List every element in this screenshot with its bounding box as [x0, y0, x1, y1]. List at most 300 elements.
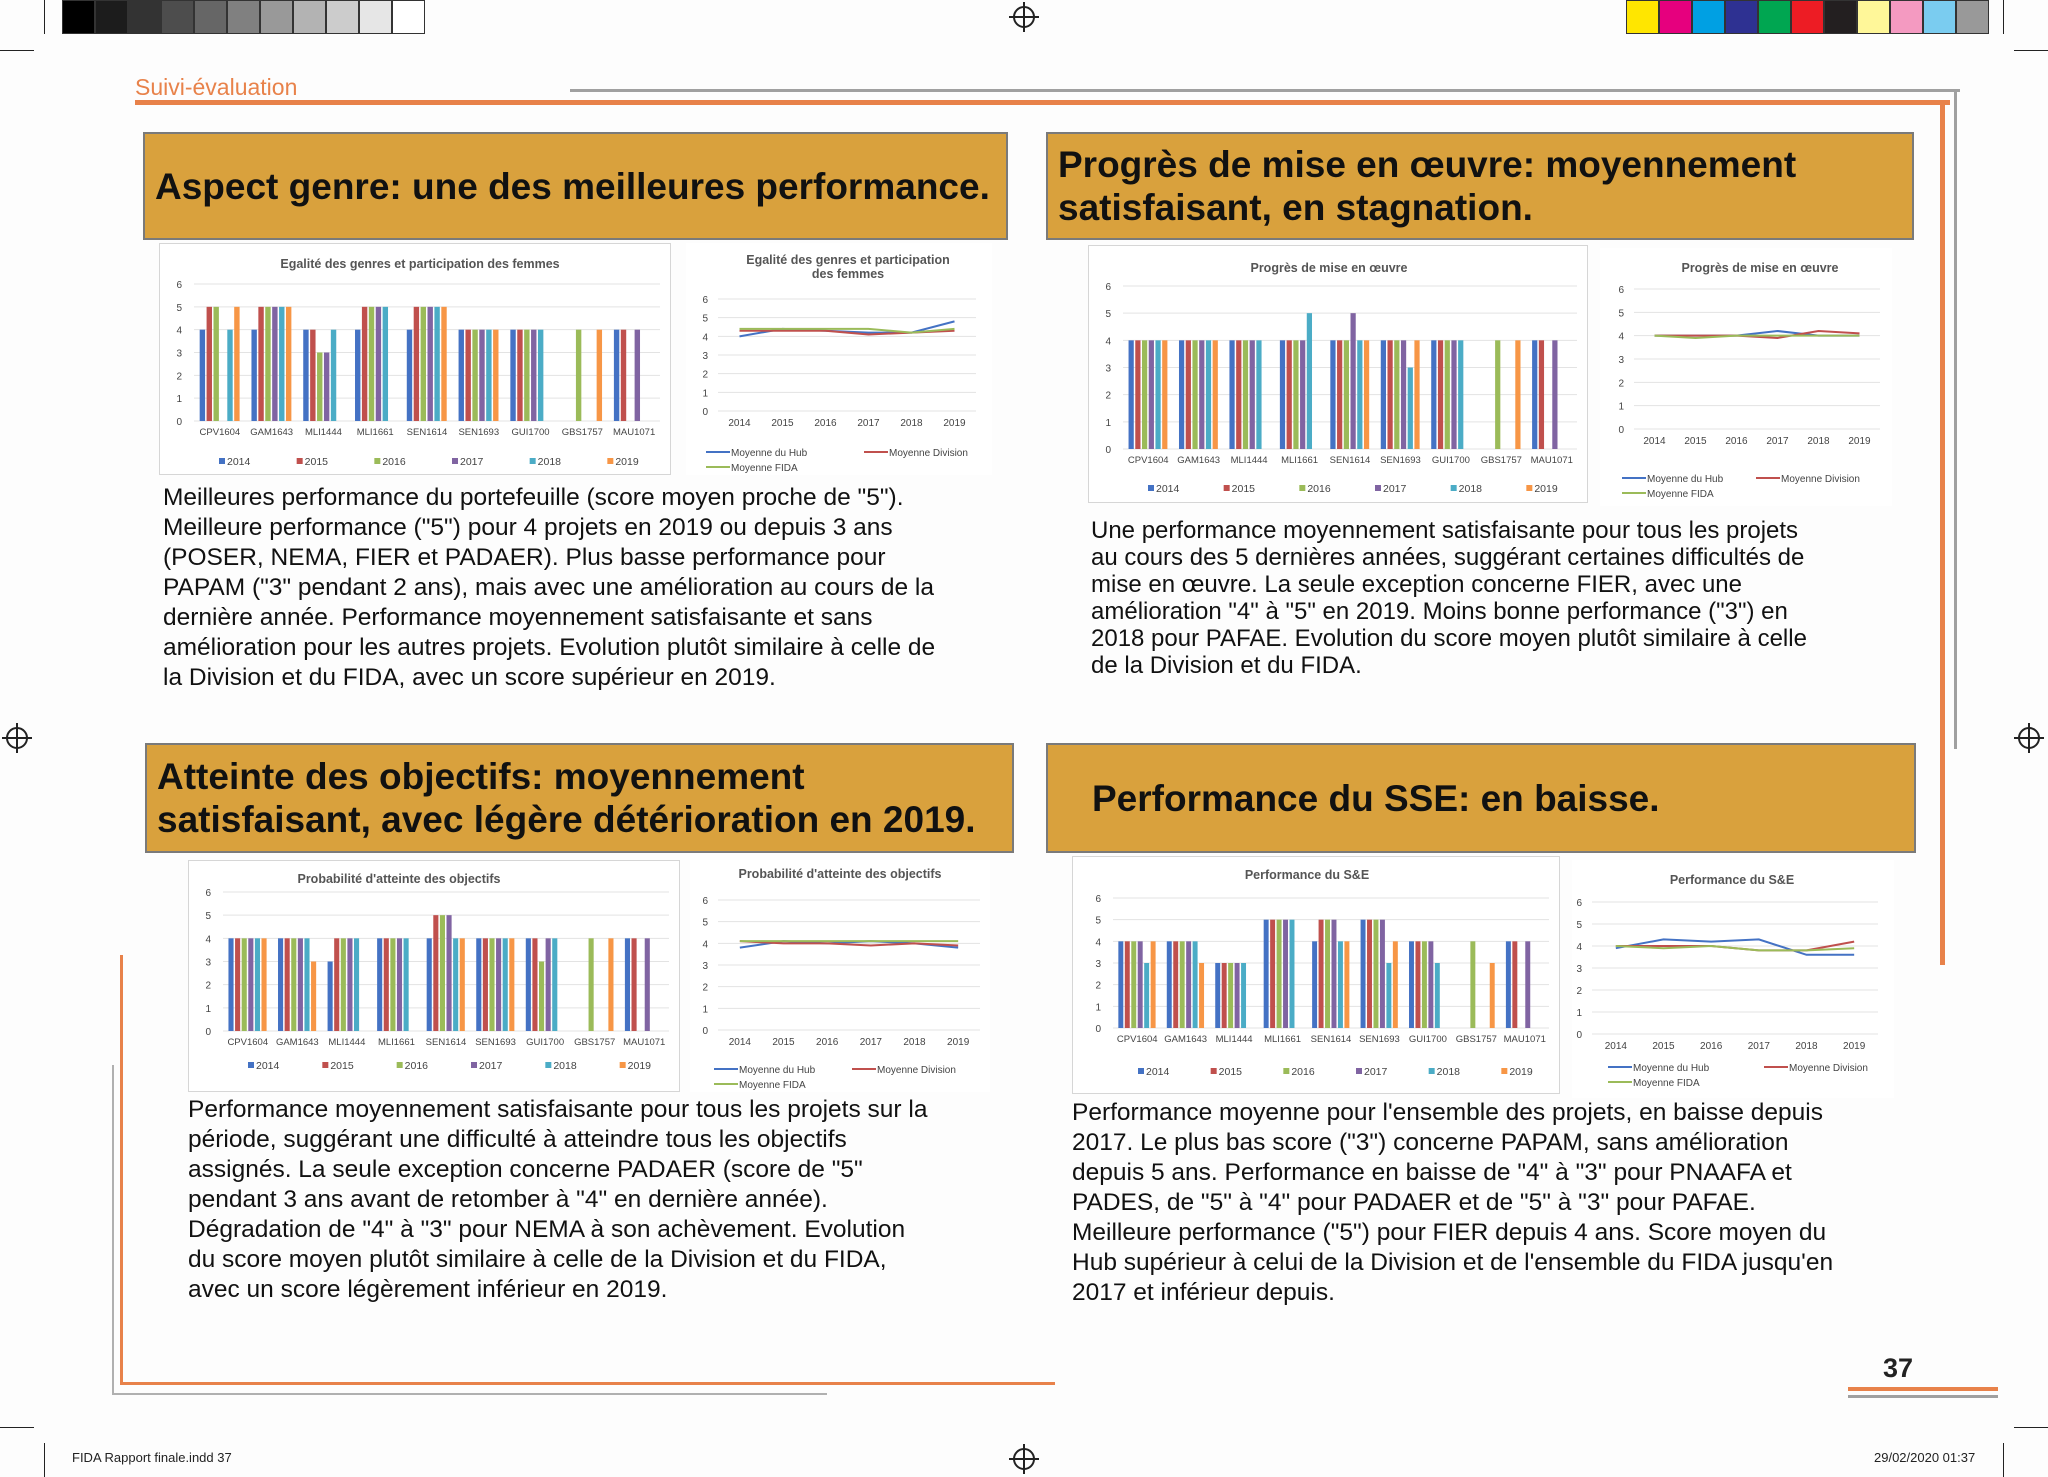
legend-label: Moyenne FIDA — [1647, 489, 1714, 500]
legend-label: 2016 — [382, 456, 406, 468]
x-tick-label: 2017 — [1766, 436, 1789, 447]
x-tick-label: 2015 — [1684, 436, 1707, 447]
bar — [286, 307, 291, 421]
bar — [200, 330, 205, 421]
x-tick-label: GUI1700 — [511, 427, 550, 438]
crop-mark — [2003, 0, 2004, 34]
bar — [597, 330, 602, 421]
legend-swatch — [1356, 1068, 1362, 1074]
bar — [235, 938, 240, 1031]
line-chart-svg — [1600, 248, 1892, 506]
x-tick-label: MLI1444 — [1215, 1034, 1253, 1045]
bar — [526, 938, 531, 1031]
y-tick-label: 5 — [702, 313, 708, 325]
legend-label: 2015 — [1231, 483, 1256, 495]
bar — [1155, 340, 1160, 449]
bar — [1401, 340, 1406, 449]
legend-label: 2016 — [1291, 1066, 1315, 1078]
legend-label: Moyenne du Hub — [731, 448, 808, 459]
bar — [635, 330, 640, 421]
bar — [489, 938, 494, 1031]
x-tick-label: CPV1604 — [1127, 455, 1169, 466]
y-tick-label: 5 — [1618, 308, 1624, 320]
y-tick-label: 5 — [1105, 309, 1111, 321]
bar — [531, 330, 536, 421]
y-tick-label: 3 — [176, 348, 182, 360]
legend-label: 2014 — [227, 456, 251, 468]
bar — [1451, 340, 1456, 449]
bar — [1552, 340, 1557, 449]
bar — [1125, 941, 1130, 1028]
legend-label: Moyenne FIDA — [1633, 1078, 1700, 1089]
frame-accent-rule — [120, 955, 123, 1385]
bar — [1367, 920, 1372, 1028]
color-swatch — [1758, 0, 1791, 34]
text-line: Dégradation de "4" à "3" pour NEMA à son achèvement. Evolution — [188, 1216, 906, 1243]
gray-swatch — [161, 0, 194, 34]
x-tick-label: 2016 — [1700, 1041, 1723, 1052]
x-tick-label: GAM1643 — [275, 1037, 319, 1048]
color-swatch — [1791, 0, 1824, 34]
legend-label: Moyenne Division — [1789, 1063, 1868, 1074]
bar — [1149, 340, 1154, 449]
legend-label: 2018 — [537, 456, 562, 468]
line-chart — [686, 243, 992, 475]
bar — [1312, 941, 1317, 1028]
bar — [383, 307, 388, 421]
bar — [291, 938, 296, 1031]
x-tick-label: GUI1700 — [1431, 455, 1470, 466]
x-tick-label: 2014 — [1643, 436, 1666, 447]
legend-label: Moyenne Division — [877, 1065, 956, 1076]
bar — [228, 938, 233, 1031]
legend-swatch — [452, 458, 458, 464]
text-line: avec un score légèrement inférieur en 2019. — [188, 1276, 668, 1303]
legend-label: 2015 — [330, 1060, 354, 1072]
panel-heading — [1046, 743, 1916, 853]
header-accent-rule — [135, 100, 1950, 105]
legend-label: 2015 — [1218, 1066, 1243, 1078]
x-tick-label: MLI1661 — [356, 427, 394, 438]
x-tick-label: 2015 — [1652, 1041, 1675, 1052]
y-tick-label: 2 — [1095, 980, 1101, 992]
bar — [1186, 941, 1191, 1028]
legend-label: Moyenne FIDA — [739, 1080, 806, 1091]
gray-swatch — [260, 0, 293, 34]
legend-label: 2016 — [404, 1060, 429, 1072]
text-line: 2017. Le plus bas score ("3") concerne PAPAM, sans amélioration — [1072, 1129, 1789, 1156]
bar — [1213, 340, 1218, 449]
bar — [1129, 340, 1134, 449]
legend-swatch — [1211, 1068, 1217, 1074]
legend-label: 2016 — [1307, 483, 1331, 495]
x-tick-label: MLI1444 — [328, 1037, 366, 1048]
legend-swatch — [248, 1062, 254, 1068]
bar — [369, 307, 374, 421]
bar — [1532, 340, 1537, 449]
y-tick-label: 3 — [1105, 363, 1111, 375]
bar — [213, 307, 218, 421]
bar — [279, 307, 284, 421]
x-tick-label: GBS1757 — [1455, 1034, 1497, 1045]
bar — [261, 938, 266, 1031]
x-tick-label: MLI1444 — [1230, 455, 1268, 466]
bar — [341, 938, 346, 1031]
text-line: (POSER, NEMA, FIER et PADAER). Plus basse performance pour — [163, 544, 886, 571]
legend-label: 2017 — [460, 456, 484, 468]
header-rule — [570, 89, 1960, 92]
bar — [440, 915, 445, 1031]
y-tick-label: 1 — [1576, 1008, 1582, 1019]
bar — [447, 915, 452, 1031]
bar — [1319, 920, 1324, 1028]
y-tick-label: 5 — [176, 302, 182, 314]
bar — [390, 938, 395, 1031]
bar — [1539, 340, 1544, 449]
y-tick-label: 2 — [205, 980, 211, 992]
color-swatch — [1626, 0, 1659, 34]
registration-mark-icon — [2018, 727, 2040, 749]
legend-label: 2019 — [1509, 1066, 1533, 1078]
y-tick-label: 0 — [1576, 1030, 1582, 1041]
x-tick-label: 2019 — [943, 418, 966, 429]
x-tick-label: MAU1071 — [623, 1037, 666, 1048]
x-tick-label: GAM1643 — [250, 427, 294, 438]
x-tick-label: MAU1071 — [612, 427, 656, 438]
y-tick-label: 4 — [176, 325, 182, 337]
chart-title: Probabilité d'atteinte des objectifs — [297, 872, 501, 886]
bar — [1458, 340, 1463, 449]
bar — [453, 938, 458, 1031]
text-line: PAPAM ("3" pendant 2 ans), mais avec une amélioration au cours de la — [163, 574, 934, 601]
bar — [258, 307, 263, 421]
bar — [234, 307, 239, 421]
x-tick-label: 2015 — [771, 418, 794, 429]
bar — [476, 938, 481, 1031]
legend-label: Moyenne du Hub — [1647, 474, 1724, 485]
legend-swatch — [322, 1062, 328, 1068]
bar-chart-svg — [1073, 857, 1559, 1093]
y-tick-label: 4 — [205, 934, 211, 946]
x-tick-label: 2018 — [900, 418, 923, 429]
bar — [1387, 340, 1392, 449]
bar — [1428, 941, 1433, 1028]
chart-title: Progrès de mise en œuvre — [1250, 261, 1408, 275]
panel-heading — [1046, 132, 1914, 240]
chart-title: Probabilité d'atteinte des objectifs — [738, 867, 942, 881]
text-line: Meilleure performance ("5") pour 4 projets en 2019 ou depuis 3 ans — [163, 514, 893, 541]
x-tick-label: CPV1604 — [227, 1037, 269, 1048]
bar — [376, 307, 381, 421]
text-line: de la Division et du FIDA. — [1091, 652, 1362, 679]
bar-chart-svg — [189, 861, 679, 1091]
line-chart — [1572, 860, 1894, 1098]
bar — [1142, 340, 1147, 449]
text-line: dernière année. Performance moyennement satisfaisante et sans — [163, 604, 873, 631]
crop-mark — [44, 1443, 45, 1477]
bar — [328, 962, 333, 1032]
chart-title: Egalité des genres et participation — [746, 253, 950, 267]
bar — [1179, 340, 1184, 449]
bar — [1144, 963, 1149, 1028]
legend-label: 2019 — [615, 456, 639, 468]
x-tick-label: 2019 — [947, 1037, 970, 1048]
bar — [539, 962, 544, 1032]
page-number: 37 — [1883, 1353, 1914, 1383]
bar — [1264, 920, 1269, 1028]
bar-chart-svg — [1089, 246, 1587, 502]
x-tick-label: GBS1757 — [1480, 455, 1522, 466]
bar — [1118, 941, 1123, 1028]
color-swatch — [1923, 0, 1956, 34]
bar — [1381, 340, 1386, 449]
line-chart — [690, 860, 990, 1092]
heading-line: satisfaisant, avec légère détérioration en 2019. — [157, 799, 976, 840]
text-line: au cours des 5 dernières années, suggérant certaines difficultés de — [1091, 544, 1805, 571]
y-tick-label: 0 — [205, 1027, 211, 1038]
bar — [1243, 340, 1248, 449]
section-label: Suivi-évaluation — [135, 74, 298, 100]
y-tick-label: 2 — [1105, 390, 1111, 402]
bar — [355, 330, 360, 421]
y-tick-label: 2 — [1618, 378, 1624, 390]
bar — [479, 330, 484, 421]
x-tick-label: MLI1661 — [377, 1037, 415, 1048]
bar — [1422, 941, 1427, 1028]
gray-swatch — [392, 0, 425, 34]
bar — [404, 938, 409, 1031]
page-number-rule — [1848, 1395, 1998, 1398]
gray-swatch — [128, 0, 161, 34]
crop-mark — [44, 0, 45, 34]
text-line: Performance moyennement satisfaisante pour tous les projets sur la — [188, 1096, 928, 1123]
x-tick-label: GBS1757 — [561, 427, 603, 438]
legend-swatch — [607, 458, 613, 464]
y-tick-label: 3 — [205, 957, 211, 969]
y-tick-label: 5 — [205, 911, 211, 923]
bar — [1193, 941, 1198, 1028]
bar-chart — [188, 860, 680, 1092]
bar — [1438, 340, 1443, 449]
bar — [317, 353, 322, 422]
bar — [1241, 963, 1246, 1028]
bar-chart-svg — [160, 244, 670, 474]
text-line: période, suggérant une difficulté à atteindre tous les objectifs — [188, 1126, 847, 1153]
legend-swatch — [1148, 485, 1154, 491]
bar — [1506, 941, 1511, 1028]
legend-swatch — [545, 1062, 551, 1068]
legend-label: 2018 — [1436, 1066, 1461, 1078]
frame-rule — [112, 1065, 114, 1395]
y-tick-label: 2 — [702, 369, 708, 381]
x-tick-label: 2016 — [814, 418, 837, 429]
bar — [645, 938, 650, 1031]
bar — [1287, 340, 1292, 449]
chart-title: Egalité des genres et participation des femmes — [280, 257, 560, 271]
legend-label: Moyenne FIDA — [731, 463, 798, 474]
text-line: la Division et du FIDA, avec un score supérieur en 2019. — [163, 664, 776, 691]
bar — [496, 938, 501, 1031]
bar — [1415, 941, 1420, 1028]
frame-rule — [1954, 89, 1957, 749]
bar — [589, 938, 594, 1031]
x-tick-label: SEN1693 — [1359, 1034, 1400, 1045]
gray-swatch — [227, 0, 260, 34]
bar — [428, 307, 433, 421]
bar — [1357, 340, 1362, 449]
bar — [278, 938, 283, 1031]
y-tick-label: 1 — [702, 388, 708, 400]
bar — [433, 915, 438, 1031]
heading-line: Atteinte des objectifs: moyennement — [157, 756, 805, 797]
bar — [1525, 941, 1530, 1028]
legend-swatch — [1224, 485, 1230, 491]
y-tick-label: 5 — [1095, 915, 1101, 927]
legend-swatch — [1299, 485, 1305, 491]
legend-label: 2018 — [553, 1060, 577, 1072]
text-line: Hub supérieur à celui de la Division et de l'ensemble du FIDA jusqu'en — [1072, 1249, 1834, 1276]
bar — [1338, 941, 1343, 1028]
legend-label: 2017 — [479, 1060, 503, 1072]
x-tick-label: GUI1700 — [526, 1037, 565, 1048]
panel-heading — [143, 132, 1008, 240]
legend-label: 2019 — [627, 1060, 652, 1072]
bar — [265, 307, 270, 421]
chart-title: Progrès de mise en œuvre — [1681, 261, 1839, 275]
x-tick-label: CPV1604 — [1116, 1034, 1158, 1045]
bar — [608, 938, 613, 1031]
bar — [460, 938, 465, 1031]
bar — [1236, 340, 1241, 449]
crop-mark — [0, 50, 34, 51]
y-tick-label: 6 — [1095, 894, 1101, 905]
y-tick-label: 2 — [702, 982, 708, 994]
bar — [1414, 340, 1419, 449]
y-tick-label: 1 — [702, 1004, 708, 1016]
bar — [362, 307, 367, 421]
bar — [324, 353, 329, 422]
bar — [1250, 340, 1255, 449]
legend-swatch — [397, 1062, 403, 1068]
bar — [347, 938, 352, 1031]
bar — [552, 938, 557, 1031]
bar — [1192, 340, 1197, 449]
x-tick-label: 2018 — [1795, 1041, 1818, 1052]
legend-swatch — [374, 458, 380, 464]
y-tick-label: 6 — [702, 295, 708, 306]
text-line: Une performance moyennement satisfaisante pour tous les projets — [1091, 517, 1799, 544]
bar — [1445, 340, 1450, 449]
y-tick-label: 3 — [1095, 959, 1101, 970]
bar — [248, 938, 253, 1031]
bar — [1435, 963, 1440, 1028]
bar — [483, 938, 488, 1031]
frame-accent-rule — [1940, 100, 1945, 965]
line-chart-svg — [1572, 860, 1894, 1098]
legend-swatch — [1526, 485, 1532, 491]
x-tick-label: 2015 — [772, 1037, 795, 1048]
color-swatch — [1956, 0, 1989, 34]
bar — [407, 330, 412, 421]
y-tick-label: 4 — [702, 939, 708, 951]
frame-rule — [112, 1393, 827, 1395]
bar — [1280, 340, 1285, 449]
x-tick-label: 2017 — [857, 418, 880, 429]
page-number-rule — [1848, 1387, 1998, 1391]
legend-label: Moyenne Division — [889, 448, 968, 459]
x-tick-label: SEN1693 — [458, 427, 500, 438]
bar — [576, 330, 581, 421]
bar — [310, 330, 315, 421]
crop-mark — [0, 1427, 34, 1428]
y-tick-label: 6 — [1576, 898, 1582, 909]
legend-swatch — [219, 458, 225, 464]
legend-label: 2014 — [1156, 483, 1180, 495]
color-swatch — [1824, 0, 1857, 34]
y-tick-label: 4 — [1105, 336, 1111, 348]
bar — [1307, 313, 1312, 449]
bar — [1380, 920, 1385, 1028]
registration-mark-icon — [1013, 6, 1035, 28]
x-tick-label: 2017 — [859, 1037, 882, 1048]
y-tick-label: 1 — [1095, 1002, 1101, 1014]
x-tick-label: MAU1071 — [1503, 1034, 1546, 1045]
bar — [503, 938, 508, 1031]
bar — [1344, 340, 1349, 449]
bar — [304, 938, 309, 1031]
x-tick-label: 2016 — [816, 1037, 839, 1048]
gray-swatch — [293, 0, 326, 34]
bar — [354, 938, 359, 1031]
heading-line: Progrès de mise en œuvre: moyennement — [1058, 144, 1797, 185]
legend-label: Moyenne Division — [1781, 474, 1860, 485]
text-line: mise en œuvre. La seule exception concerne FIER, avec une — [1091, 571, 1742, 598]
color-swatch — [1725, 0, 1758, 34]
legend-label: 2017 — [1364, 1066, 1388, 1078]
x-tick-label: 2017 — [1747, 1041, 1770, 1052]
color-swatch — [1890, 0, 1923, 34]
panel-text — [163, 483, 935, 693]
bar — [1408, 368, 1413, 450]
line-chart — [1600, 248, 1892, 506]
y-tick-label: 4 — [702, 332, 708, 344]
x-tick-label: 2018 — [903, 1037, 926, 1048]
crop-mark — [2003, 1443, 2004, 1477]
panel-text — [188, 1095, 927, 1305]
legend-label: 2019 — [1534, 483, 1558, 495]
bar — [1431, 340, 1436, 449]
bar — [1330, 340, 1335, 449]
registration-mark-icon — [6, 727, 28, 749]
x-tick-label: 2016 — [1725, 436, 1748, 447]
text-line: Meilleures performance du portefeuille (score moyen proche de "5"). — [163, 484, 904, 511]
y-tick-label: 1 — [205, 1003, 211, 1015]
bar — [493, 330, 498, 421]
bar — [1364, 340, 1369, 449]
y-tick-label: 0 — [702, 1026, 708, 1037]
bar — [1293, 340, 1298, 449]
bar — [1373, 920, 1378, 1028]
y-tick-label: 6 — [702, 896, 708, 907]
bar — [1283, 920, 1288, 1028]
bar — [1361, 920, 1366, 1028]
bar — [207, 307, 212, 421]
x-tick-label: 2014 — [728, 1037, 751, 1048]
x-tick-label: 2014 — [728, 418, 751, 429]
bar — [1394, 340, 1399, 449]
bar — [331, 330, 336, 421]
bar — [1270, 920, 1275, 1028]
